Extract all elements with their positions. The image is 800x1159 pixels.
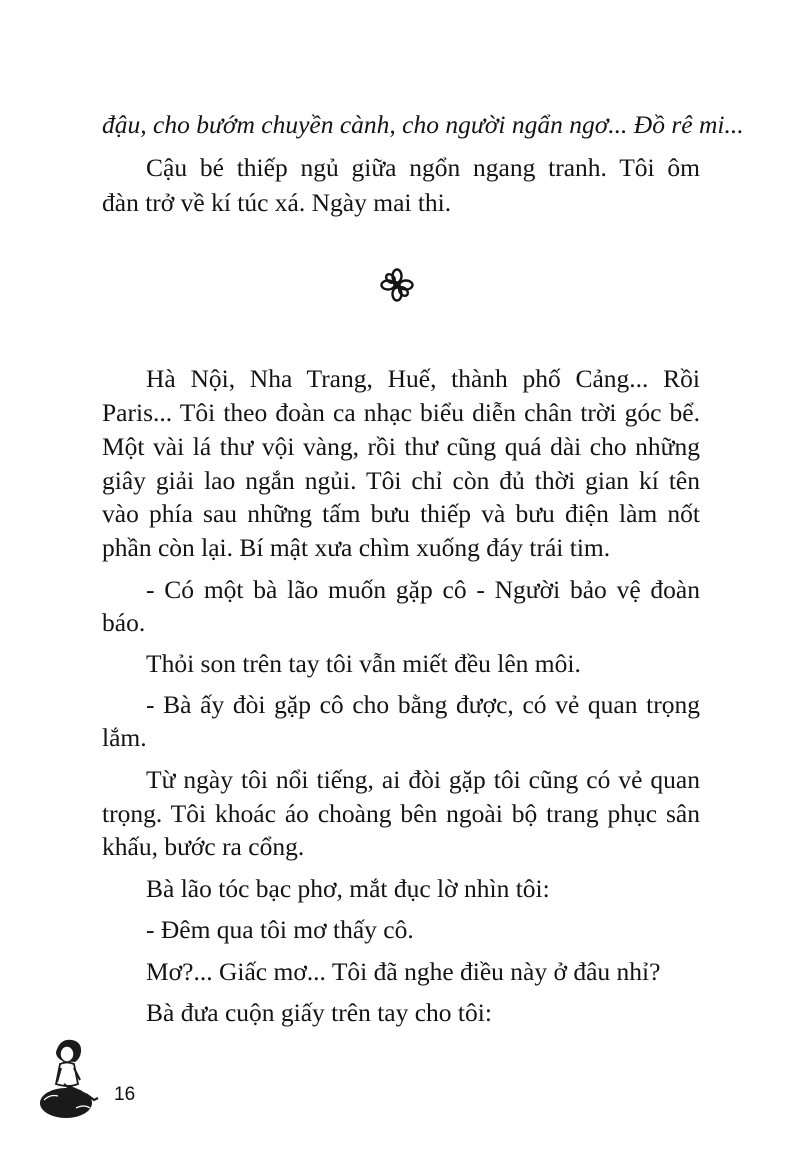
text-line: báo.	[102, 608, 146, 637]
text-line: Bà lão tóc bạc phơ, mắt đục lờ nhìn tôi:	[146, 874, 550, 903]
text-line: phần còn lại. Bí mật xưa chìm xuống đáy trái tim.	[102, 533, 611, 562]
text-line: giây giải lao ngắn ngủi. Tôi chỉ còn đủ thời gian kí tên	[102, 466, 700, 495]
text-line: đàn trở về kí túc xá. Ngày mai thi.	[102, 188, 452, 217]
text-line: - Đêm qua tôi mơ thấy cô.	[146, 915, 414, 944]
text-line: Cậu bé thiếp ngủ giữa ngổn ngang tranh. Tôi ôm	[146, 153, 700, 182]
text-line: vào phía sau những tấm bưu thiếp và bưu điện làm nốt	[102, 499, 700, 528]
flower-icon	[380, 268, 414, 302]
text-line: Paris... Tôi theo đoàn ca nhạc biểu diễn chân trời góc bể.	[102, 398, 700, 427]
text-line: Thỏi son trên tay tôi vẫn miết đều lên môi.	[146, 649, 581, 678]
text-line: Từ ngày tôi nổi tiếng, ai đòi gặp tôi cũng có vẻ quan	[146, 765, 700, 794]
sitting-girl-icon	[36, 1028, 108, 1120]
text-line: Hà Nội, Nha Trang, Huế, thành phố Cảng... Rồi	[146, 364, 700, 393]
text-line: trọng. Tôi khoác áo choàng bên ngoài bộ trang phục sân	[102, 799, 700, 828]
text-line: Bà đưa cuộn giấy trên tay cho tôi:	[146, 998, 492, 1027]
text-line: - Bà ấy đòi gặp cô cho bằng được, có vẻ quan trọng	[146, 690, 700, 719]
text-line: khấu, bước ra cổng.	[102, 832, 305, 861]
text-line: Mơ?... Giấc mơ... Tôi đã nghe điều này ở đâu nhỉ?	[146, 957, 661, 986]
text-line: lắm.	[102, 723, 147, 752]
text-line: Một vài lá thư vội vàng, rồi thư cũng quá dài cho những	[102, 432, 700, 461]
italic-line: đậu, cho bướm chuyền cành, cho người ngẩn ngơ... Đồ rê mi...	[102, 110, 744, 139]
page-number: 16	[114, 1084, 136, 1105]
text-line: - Có một bà lão muốn gặp cô - Người bảo vệ đoàn	[146, 575, 700, 604]
